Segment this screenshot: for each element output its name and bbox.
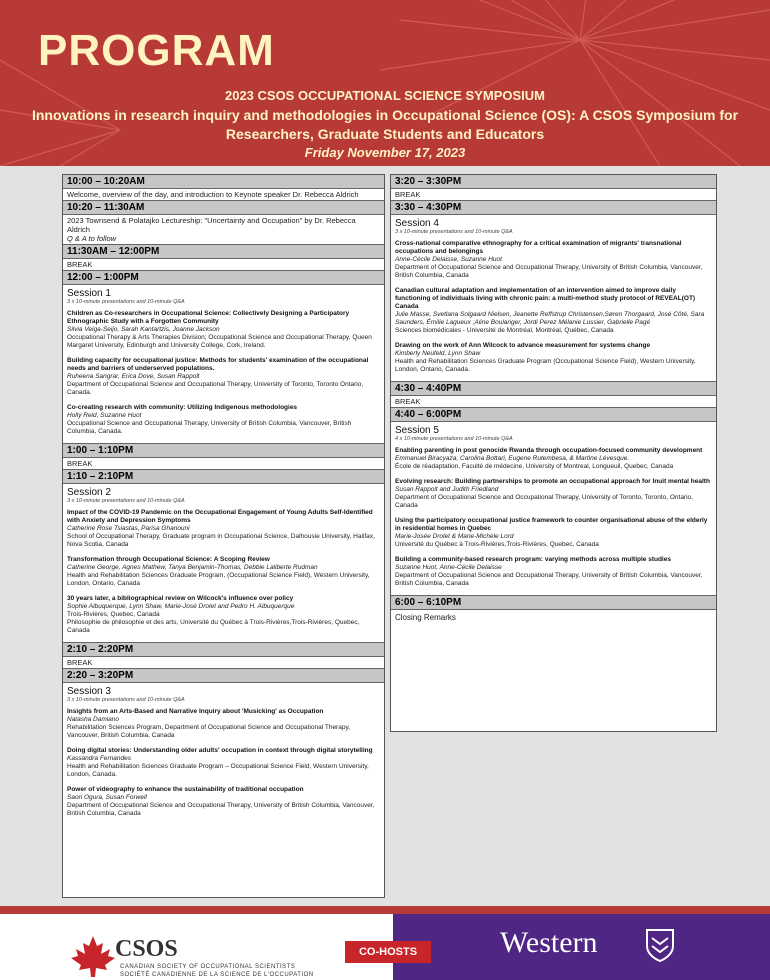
cohosts-badge: CO-HOSTS — [345, 941, 431, 963]
session-title: Session 1 — [67, 288, 111, 299]
presentation-authors: Julie Masse, Svetlana Solgaard Nielsen, Jeanette Reffstrup Christensen,Søren Thorgaard, José Côté, Sara Saunders, Émilie Lagueux ;Aline Boulanger, Jordi Perez Mélanie Lussier, Gabrielle Pagé — [395, 311, 705, 326]
presentation-affiliation: Sciences biomédicales - Université de Montréal, Montréal, Québec, Canada — [395, 327, 614, 334]
presentation — [63, 310, 384, 357]
header-banner — [0, 0, 770, 166]
session-title: Session 4 — [395, 218, 439, 229]
program-body — [0, 166, 770, 906]
presentation-affiliation: Trois-Rivières, Quebec, Canada Philosophie de philosophie et des arts, Université du Québec à Trois-Rivières,Trois-Rivières, Quebec, Canada — [67, 611, 360, 634]
slot-description: Welcome, overview of the day, and introduction to Keynote speaker Dr. Rebecca Aldrich — [67, 190, 359, 199]
time-slot: 4:40 – 6:00PM — [391, 407, 716, 422]
presentation — [63, 509, 384, 556]
presentation — [63, 786, 384, 825]
csos-logo-text: CSOS — [115, 936, 178, 962]
presentation — [391, 287, 716, 342]
presentation-affiliation: Occupational Science and Occupational Therapy, University of British Columbia, Vancouver, British Columbia, Canada. — [67, 420, 352, 435]
western-shield-icon — [645, 928, 675, 962]
session-format: 3 x 10-minute presentations and 10-minute Q&A — [67, 697, 185, 703]
presentation — [391, 517, 716, 556]
time-slot: 1:00 – 1:10PM — [63, 443, 384, 458]
time-slot: 10:00 – 10:20AM — [63, 175, 384, 189]
csos-logo-area — [0, 914, 393, 980]
presentation-affiliation: Department of Occupational Science and Occupational Therapy, University of British Columbia, Vancouver, British Columbia, Canada — [67, 802, 375, 817]
presentation-authors: Kimberly Neufeld, Lynn Shaw — [395, 350, 481, 357]
presentation — [391, 556, 716, 595]
time-slot: 12:00 – 1:00PM — [63, 270, 384, 285]
footer — [0, 906, 770, 980]
presentation — [391, 447, 716, 478]
presentation-authors: Ruheena Sangrar, Erica Dove, Susan Rappolt — [67, 373, 200, 380]
program-title: PROGRAM — [38, 26, 275, 75]
presentation-authors: Suzanne Huot, Anne-Cécile Delaisse — [395, 564, 502, 571]
presentation-title: Canadian cultural adaptation and implementation of an intervention aimed to improve daily functioning of individuals living with chronic pain: a multi-method study protocol of REVEAL(OT) Canada — [395, 287, 696, 310]
csos-name-en: CANADIAN SOCIETY OF OCCUPATIONAL SCIENTISTS — [120, 964, 296, 970]
presentation-affiliation: Department of Occupational Science and Occupational Therapy, University of Toronto, Toronto, Ontario, Canada — [395, 494, 693, 509]
csos-name-fr: SOCIÉTÉ CANADIENNE DE LA SCIENCE DE L'OCCUPATION — [120, 972, 314, 978]
presentation-title: Co-creating research with community: Utilizing Indigenous methodologies — [67, 404, 298, 411]
presentation-affiliation: Health and Rehabilitation Sciences Graduate Program (Occupational Science Field), Western University, London, Ontario, Canada. — [395, 358, 696, 373]
presentation-affiliation: Department of Occupational Science and Occupational Therapy, University of British Columbia, Vancouver, British Columbia, Canada — [395, 264, 703, 279]
presentation-affiliation: Health and Rehabilitation Sciences Graduate Program – Occupational Science Field, Western University, London, Canada. — [67, 763, 369, 778]
presentation-title: Drawing on the work of Ann Wilcock to advance measurement for systems change — [395, 342, 651, 349]
presentation-authors: Saori Ogura, Susan Forwell — [67, 794, 147, 801]
time-slot: 1:10 – 2:10PM — [63, 469, 384, 484]
presentation-title: Building a community-based research program: varying methods across multiple studies — [395, 556, 671, 563]
slot-description — [63, 215, 384, 244]
break-label: BREAK — [67, 658, 93, 667]
presentation-affiliation: Rehabilitation Sciences Program, Department of Occupational Science and Occupational Therapy, Vancouver, British Columbia, Canada — [67, 724, 351, 739]
footer-stripe — [0, 906, 770, 914]
presentation-title: Evolving research: Building partnerships to promote an occupational approach for Inuit mental health — [395, 478, 710, 485]
presentation-title: Impact of the COVID-19 Pandemic on the Occupational Engagement of Young Adults Self-Identified with Anxiety and Depression Symptoms — [67, 509, 373, 524]
presentation — [391, 478, 716, 517]
presentation-affiliation: Health and Rehabilitation Sciences Graduate Program, (Occupational Science Field), Western University, London, Ontario, Canada — [67, 572, 370, 587]
closing-remarks: Closing Remarks — [395, 613, 456, 622]
time-slot: 2:10 – 2:20PM — [63, 642, 384, 657]
presentation — [63, 595, 384, 642]
time-slot: 3:20 – 3:30PM — [391, 175, 716, 189]
symposium-subtitle: Innovations in research inquiry and methodologies in Occupational Science (OS): A CSOS Symposium for Researchers, Graduate Students and Educators — [31, 107, 739, 142]
presentation-authors: Marie-Josée Drolet & Marie-Michèle Lord — [395, 533, 514, 540]
presentation-affiliation: École de réadaptation, Faculté de médecine, University of Montreal, Longueuil, Quebec, Canada — [395, 463, 674, 470]
session-format: 3 x 10-minute presentations and 10-minute Q&A — [395, 229, 513, 235]
presentation-affiliation: Department of Occupational Science and Occupational Therapy, University of Toronto, Toronto Ontario, Canada. — [67, 381, 364, 396]
time-slot: 4:30 – 4:40PM — [391, 381, 716, 396]
time-slot: 6:00 – 6:10PM — [391, 595, 716, 610]
presentation — [63, 556, 384, 595]
time-slot: 10:20 – 11:30AM — [63, 200, 384, 215]
presentation — [391, 342, 716, 381]
presentation-affiliation: Department of Occupational Science and Occupational Therapy, University of British Columbia, Vancouver, British Columbia, Canada — [395, 572, 703, 587]
presentation-title: Building capacity for occupational justice: Methods for students' examination of the occupational needs and barriers of underserved populations. — [67, 357, 369, 372]
session-title: Session 2 — [67, 487, 111, 498]
presentation-authors: Silvia Veiga-Seijo, Sarah Kantartzis, Joanne Jackson — [67, 326, 220, 333]
presentation-authors: Anne-Cécile Delaisse, Suzanne Huot — [395, 256, 502, 263]
presentation-authors: Catherine George, Agnes Mathew, Tanya Benjamin-Thomas, Debbie Laliberte Rudman — [67, 564, 318, 571]
presentation-title: Using the participatory occupational justice framework to counter organisational abuse of the elderly in residential homes in Quebec — [395, 517, 708, 532]
presentation-authors: Catherine Rose Tsiastas, Parisa Ghanouni — [67, 525, 190, 532]
break-label: BREAK — [395, 190, 421, 199]
presentation-title: Cross-national comparative ethnography for a critical examination of migrants' transnational occupations and belongings — [395, 240, 682, 255]
western-wordmark: Western — [500, 926, 598, 959]
time-slot: 11:30AM – 12:00PM — [63, 244, 384, 259]
session-format: 3 x 10-minute presentations and 10-minute Q&A — [67, 299, 185, 305]
schedule-right-column — [390, 174, 717, 732]
presentation-authors: Susan Rappolt and Judith Friedland — [395, 486, 499, 493]
break-label: BREAK — [395, 397, 421, 406]
western-logo-area — [393, 914, 770, 980]
presentation-authors: Holly Reid, Suzanne Huot — [67, 412, 142, 419]
presentation — [391, 240, 716, 287]
schedule-left-column — [62, 174, 385, 898]
maple-leaf-icon — [70, 934, 116, 978]
qa-note: Q & A to follow — [67, 234, 117, 243]
presentation-title: Transformation through Occupational Science: A Scoping Review — [67, 556, 270, 563]
time-slot: 3:30 – 4:30PM — [391, 200, 716, 215]
presentation-title: 30 years later, a bibliographical review on Wilcock's influence over policy — [67, 595, 294, 602]
session-format: 4 x 10-minute presentations and 10-minute Q&A — [395, 436, 513, 442]
presentation-title: Children as Co-researchers in Occupational Science: Collectively Designing a Participatory Ethnographic Study with a Forgotten Community — [67, 310, 350, 325]
presentation — [63, 747, 384, 786]
presentation-affiliation: School of Occupational Therapy, Graduate program in Occupational Science, Dalhousie University, Halifax, Nova Scotia, Canada — [67, 533, 375, 548]
break-label: BREAK — [67, 260, 93, 269]
session-format: 3 x 10-minute presentations and 10-minute Q&A — [67, 498, 185, 504]
session-title: Session 3 — [67, 686, 111, 697]
presentation-affiliation: Université du Québec à Trois-Rivières,Trois-Rivières, Quebec, Canada — [395, 541, 599, 548]
presentation — [63, 404, 384, 443]
presentation-title: Power of videography to enhance the sustainability of traditional occupation — [67, 786, 304, 793]
presentation-authors: Kassandra Fernandes — [67, 755, 131, 762]
presentation-title: Insights from an Arts-Based and Narrative Inquiry about 'Musicking' as Occupation — [67, 708, 324, 715]
time-slot: 2:20 – 3:20PM — [63, 668, 384, 683]
session-title: Session 5 — [395, 425, 439, 436]
presentation-authors: Emmanuel Biracyaza, Carolina Bottari, Eugene Rutembesa, & Martine Lévesque. — [395, 455, 630, 462]
symposium-date: Friday November 17, 2023 — [304, 145, 466, 160]
presentation-authors: Natasha Damiano — [67, 716, 120, 723]
presentation — [63, 708, 384, 747]
presentation-title: Enabling parenting in post genocide Rwanda through occupation-focused community development — [395, 447, 703, 454]
presentation — [63, 357, 384, 404]
symposium-title: 2023 CSOS OCCUPATIONAL SCIENCE SYMPOSIUM — [224, 88, 545, 103]
lectureship-text: 2023 Townsend & Polatajko Lectureship: "Uncertainty and Occupation" by Dr. Rebecca Aldrich — [67, 216, 356, 234]
presentation-affiliation: Occupational Therapy & Arts Therapies Division; Occupational Science and Occupational Therapy, Queen Margaret University, Edinburgh and University College, Cork, Ireland. — [67, 334, 372, 349]
presentation-title: Doing digital stories: Understanding older adults' occupation in context through digital storytelling — [67, 747, 373, 754]
break-label: BREAK — [67, 459, 93, 468]
presentation-authors: Sophie Albuquerque, Lynn Shaw, Marie-José Drolet and Pedro H. Albuquerque — [67, 603, 295, 610]
